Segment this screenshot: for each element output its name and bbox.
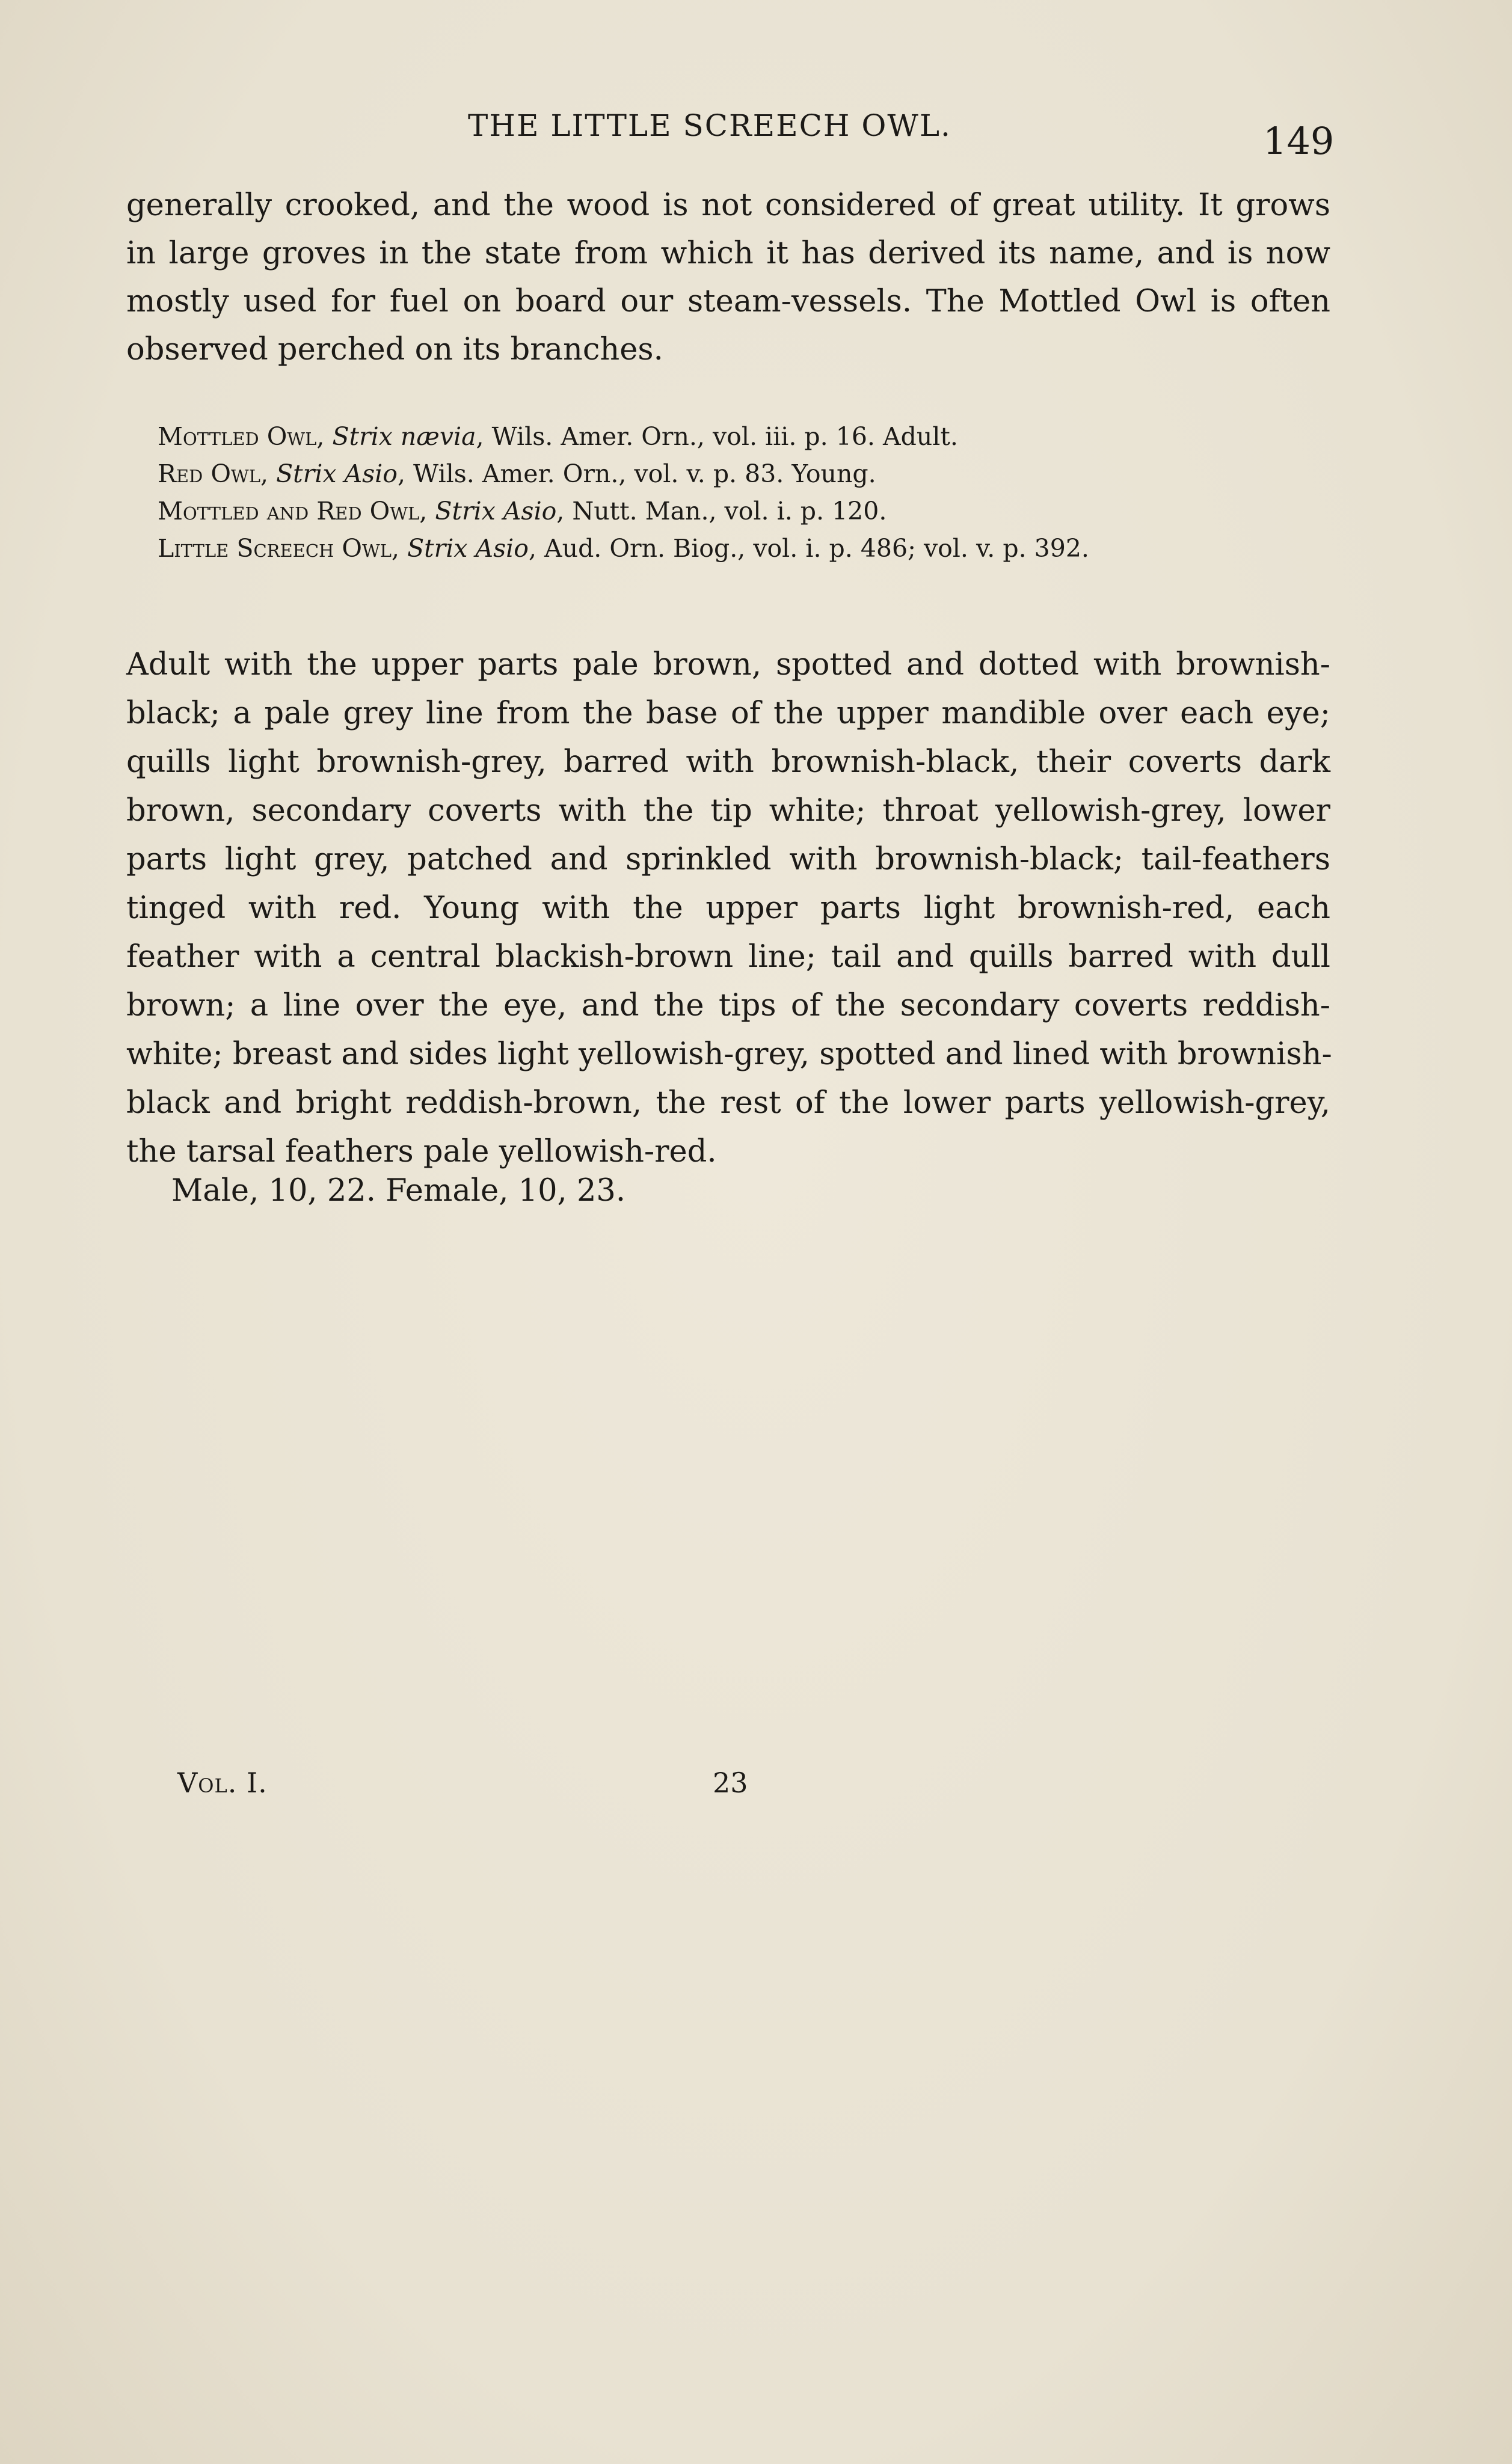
reference-species: Strix Asio	[407, 534, 529, 563]
reference-species: Strix nævia	[332, 422, 476, 451]
description-line: the tarsal feathers pale yellowish-red.	[126, 1134, 717, 1169]
intro-line: observed perched on its branches.	[126, 332, 663, 367]
reference-citation: , Aud. Orn. Biog., vol. i. p. 486; vol. v. p. 392.	[528, 534, 1089, 563]
intro-line: in large groves in the state from which it has derived its name, and is now	[126, 236, 1330, 271]
reference-name: Red Owl	[158, 459, 261, 488]
reference-species: Strix Asio	[276, 459, 398, 488]
reference-name: Mottled and Red Owl	[158, 497, 420, 526]
reference-name: Little Screech Owl	[158, 534, 392, 563]
synonymy-references	[158, 418, 1270, 567]
signature-mark: 23	[713, 1767, 748, 1799]
intro-line: generally crooked, and the wood is not considered of great utility. It grows	[126, 188, 1330, 223]
reference-entry: Mottled Owl, Strix nævia, Wils. Amer. Orn., vol. iii. p. 16. Adult.	[158, 422, 958, 451]
reference-citation: , Wils. Amer. Orn., vol. v. p. 83. Young.	[397, 459, 876, 488]
reference-citation: , Nutt. Man., vol. i. p. 120.	[556, 497, 887, 526]
description-line: parts light grey, patched and sprinkled with brownish-black; tail-feathers	[126, 842, 1330, 877]
description-line: brown; a line over the eye, and the tips of the secondary coverts reddish-	[126, 988, 1330, 1023]
reference-entry: Little Screech Owl, Strix Asio, Aud. Orn. Biog., vol. i. p. 486; vol. v. p. 392.	[158, 534, 1089, 563]
running-title: THE LITTLE SCREECH OWL.	[468, 108, 951, 143]
description-line: quills light brownish-grey, barred with brownish-black, their coverts dark	[126, 744, 1330, 780]
reference-entry: Mottled and Red Owl, Strix Asio, Nutt. Man., vol. i. p. 120.	[158, 497, 887, 526]
page-number: 149	[1263, 119, 1335, 163]
description-line: tinged with red. Young with the upper parts light brownish-red, each	[126, 890, 1330, 926]
description-line: Adult with the upper parts pale brown, spotted and dotted with brownish-	[126, 647, 1330, 682]
description-line: black; a pale grey line from the base of the upper mandible over each eye;	[126, 696, 1330, 731]
description-line: black and bright reddish-brown, the rest of the lower parts yellowish-grey,	[126, 1085, 1330, 1121]
reference-entry: Red Owl, Strix Asio, Wils. Amer. Orn., vol. v. p. 83. Young.	[158, 459, 876, 488]
volume-marker: Vol. I.	[177, 1767, 268, 1799]
reference-species: Strix Asio	[435, 497, 557, 526]
reference-name: Mottled Owl	[158, 422, 317, 451]
reference-citation: , Wils. Amer. Orn., vol. iii. p. 16. Adult.	[476, 422, 958, 451]
description-line: brown, secondary coverts with the tip white; throat yellowish-grey, lower	[126, 793, 1330, 829]
intro-paragraph	[126, 182, 1330, 374]
description-paragraph	[126, 640, 1330, 1176]
description-line: white; breast and sides light yellowish-grey, spotted and lined with brownish-	[126, 1037, 1332, 1072]
measurements: Male, 10, 22. Female, 10, 23.	[171, 1173, 626, 1209]
description-line: feather with a central blackish-brown line; tail and quills barred with dull	[126, 939, 1330, 975]
intro-line: mostly used for fuel on board our steam-vessels. The Mottled Owl is often	[126, 284, 1330, 319]
